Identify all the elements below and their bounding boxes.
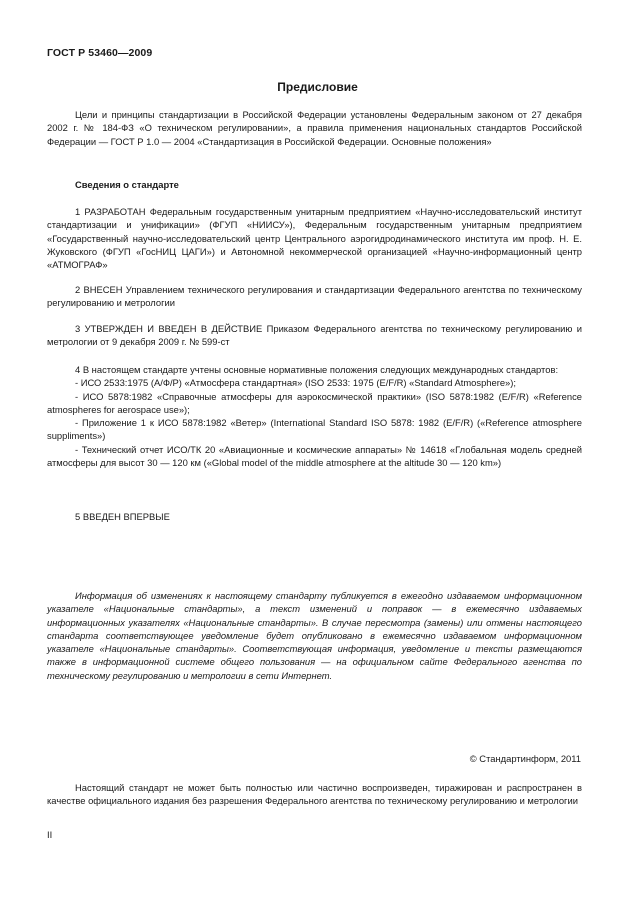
item-international [47, 363, 582, 469]
notice-paragraph: Информация об изменениях к настоящему стандарту публикуется в ежегодно издаваемом информационном указателе «Национальные стандарты», а текст изменений и поправок — в ежемесячно издаваемых информационных указателях «Национальные стандарты». В случае пересмотра (замены) или отмены настоящего стандарта соответствующее уведомление будет опубликовано в ежемесячно издаваемом информационном указателе «Национальные стандарты». Соответствующая информация, уведомление и тексты размещаются также в информационной системе общего пользования — на официальном сайте Федерального агенства по техническому регулированию и метрологии в сети Интернет. [47, 590, 582, 681]
intl-list-item: - ИСО 5878:1982 «Справочные атмосферы для аэрокосмической практики» (ISO 5878:1982 (E/F/R) «Reference atmospheres for aerospace use»); [47, 390, 582, 415]
item-introduced: 2 ВНЕСЕН Управлением технического регулирования и стандартизации Федерального агентства по техническому регулированию и метрологии [47, 284, 582, 309]
item-developed: 1 РАЗРАБОТАН Федеральным государственным унитарным предприятием «Научно-исследовательский институт стандартизации и унификации» (ФГУП «НИИСУ»), Федеральным государственным унитарным предприятием «Государственный научно-исследовательский центр Центрального аэрогидродинамического института им проф. Н. Е. Жуковского (ФГУП «ГосНИЦ ЦАГИ») и Автономной некоммерческой организацией «Научно-информационный центр «АТМОГРАФ» [47, 206, 582, 271]
intl-list-item: - ИСО 2533:1975 (А/Ф/Р) «Атмосфера стандартная» (ISO 2533: 1975 (E/F/R) «Standard Atmosphere»); [75, 377, 516, 389]
item-approved: 3 УТВЕРЖДЕН И ВВЕДЕН В ДЕЙСТВИЕ Приказом Федерального агентства по техническому регулированию и метрологии от 9 декабря 2009 г. № 599-ст [47, 323, 582, 348]
copyright: © Стандартинформ, 2011 [469, 753, 581, 764]
info-heading: Сведения о стандарте [75, 179, 179, 190]
intro-paragraph: Цели и принципы стандартизации в Российской Федерации установлены Федеральным законом от 27 декабря 2002 г. № 184-ФЗ «О техническом регулировании», а правила применения национальных стандартов Российской Федерации — ГОСТ Р 1.0 — 2004 «Стандартизация в Российской Федерации. Основные положения» [47, 109, 582, 147]
page-title: Предисловие [277, 80, 358, 94]
intl-list-item: - Технический отчет ИСО/ТК 20 «Авиационные и космические аппараты» № 14618 «Глобальная модель средней атмосферы для высот 30 — 120 км («Global model of the middle atmosphere at the altitude 30 — 120 km») [47, 443, 582, 469]
page-number: II [47, 829, 53, 840]
intl-lead: 4 В настоящем стандарте учтены основные нормативные положения следующих международных стандартов: [75, 364, 559, 375]
rights-paragraph: Настоящий стандарт не может быть полностью или частично воспроизведен, тиражирован и распространен в качестве официального издания без разрешения Федерального агентства по техническому регулированию и метрологии [47, 782, 582, 807]
intl-list-item: - Приложение 1 к ИСО 5878:1982 «Ветер» (International Standard ISO 5878: 1982 (E/F/R) («Reference atmosphere suppliments») [47, 417, 582, 442]
item-first-time: 5 ВВЕДЕН ВПЕРВЫЕ [75, 511, 170, 522]
document-code: ГОСТ Р 53460—2009 [47, 47, 153, 59]
